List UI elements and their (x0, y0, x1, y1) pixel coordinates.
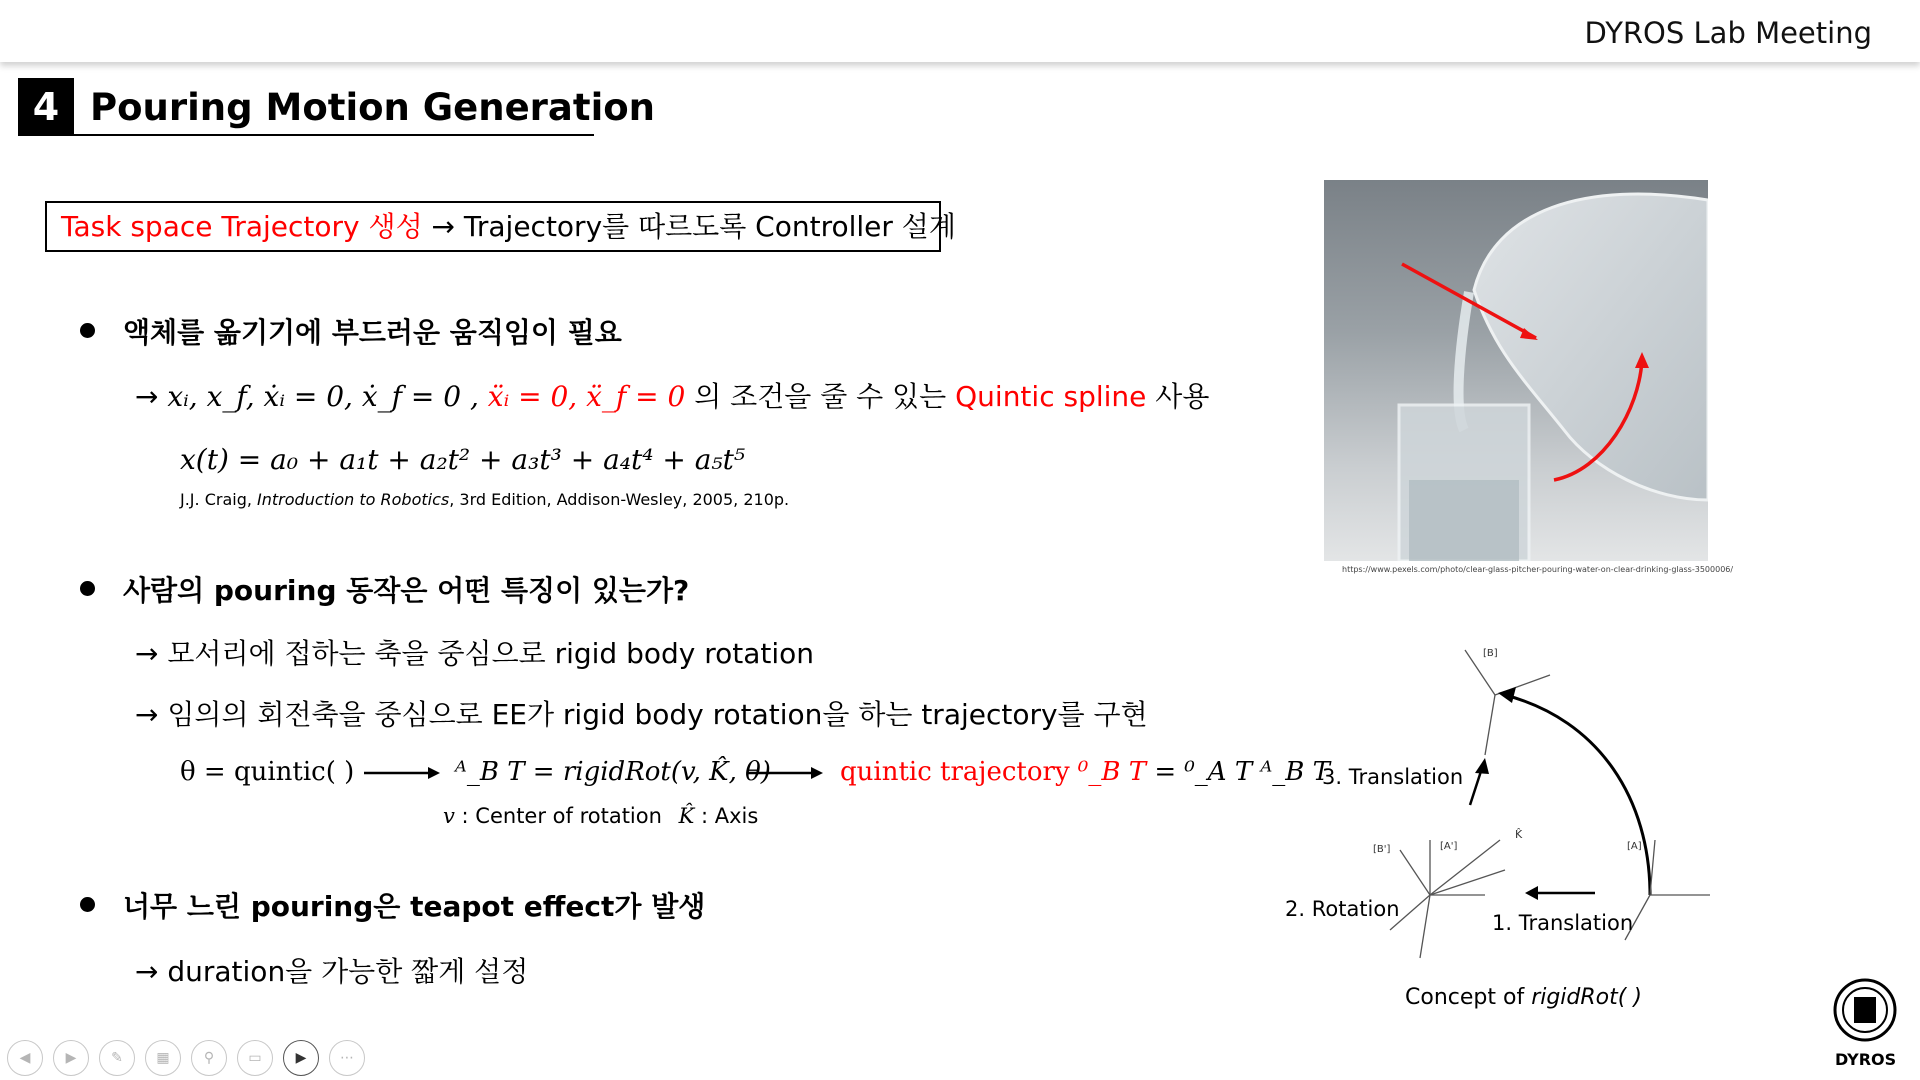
conditions-text: 의 조건을 줄 수 있는 (685, 380, 956, 413)
prev-icon[interactable]: ◀ (7, 1040, 43, 1076)
bullet-2-line-1: → 모서리에 접하는 축을 중심으로 rigid body rotation (135, 637, 815, 670)
formula-black-symbol: = ⁰_A T ᴬ_B T (1154, 757, 1330, 787)
formula-red-symbol: ⁰_B T (1077, 757, 1147, 787)
conditions-red: ẍᵢ = 0, ẍ_f = 0 (487, 380, 686, 413)
translation-3-label: 3. Translation (1322, 765, 1464, 789)
photo-url: https://www.pexels.com/photo/clear-glass-pitcher-pouring-water-on-clear-drinking-glass-3500006/ (1342, 565, 1734, 574)
formula-theta: θ = quintic( ) (180, 757, 355, 787)
bullet-1-line-1 (135, 375, 1209, 415)
frame-Ap-label: [A'] (1440, 841, 1458, 852)
pen-icon[interactable]: ✎ (99, 1040, 135, 1076)
legend-k-text: : Axis (694, 804, 759, 828)
pouring-photo (1324, 180, 1708, 561)
caption-text: Concept of (1405, 985, 1532, 1010)
pouring-photo-illustration (1324, 180, 1708, 561)
bullet-dot-1 (80, 323, 95, 338)
legend-v: v (443, 804, 455, 828)
diagram-caption (1405, 985, 1642, 1010)
legend-v-text: : Center of rotation (454, 804, 662, 828)
rotation-2-label: 2. Rotation (1285, 897, 1400, 921)
next-icon[interactable]: ▶ (53, 1040, 89, 1076)
task-box-red-text: Task space Trajectory 생성 (61, 210, 423, 243)
use-text: 사용 (1146, 380, 1210, 413)
bullet-3-title: 너무 느린 pouring은 teapot effect가 발생 (123, 890, 706, 923)
formula-red-text: quintic trajectory (840, 757, 1070, 787)
section-title: Pouring Motion Generation (90, 86, 656, 129)
frame-Bp-label: [B'] (1373, 844, 1391, 855)
formula-arrow-2 (745, 762, 825, 784)
bullet-1-title: 액체를 옮기기에 부드러운 움직임이 필요 (123, 316, 622, 349)
bullet-dot-3 (80, 897, 95, 912)
frame-A-label: [A] (1627, 841, 1642, 852)
citation-title: Introduction to Robotics (257, 490, 450, 509)
dyros-logo-text: DYROS (1835, 1050, 1897, 1069)
formula-legend (443, 804, 758, 828)
frame-K-label: K̂ (1515, 828, 1523, 841)
formula-result (840, 757, 1330, 787)
citation (180, 490, 789, 509)
quintic-spline-text: Quintic spline (955, 380, 1147, 413)
conditions-black: xᵢ, x_f, ẋᵢ = 0, ẋ_f = 0 , (167, 380, 479, 413)
arrow: → (135, 380, 159, 413)
translation-1-label: 1. Translation (1492, 911, 1634, 935)
more-icon[interactable]: ⋯ (329, 1040, 365, 1076)
zoom-icon[interactable]: ⚲ (191, 1040, 227, 1076)
citation-author: J.J. Craig, (180, 490, 258, 509)
formula-arrow-1 (362, 762, 442, 784)
dyros-logo-icon (1830, 975, 1900, 1045)
frame-B-label: [B] (1483, 648, 1498, 659)
task-box-text: → Trajectory를 따르도록 Controller 설계 (422, 210, 956, 243)
quintic-equation: x(t) = a₀ + a₁t + a₂t² + a₃t³ + a₄t⁴ + a₅t⁵ (180, 443, 746, 476)
legend-k: K̂ (678, 804, 695, 828)
bullet-dot-2 (80, 581, 95, 596)
caption-italic: rigidRot( ) (1531, 985, 1642, 1010)
bullet-3-line-1: → duration을 가능한 짧게 설정 (135, 955, 529, 988)
section-underline (74, 134, 594, 136)
header-title: DYROS Lab Meeting (1584, 16, 1872, 50)
bullet-2-title: 사람의 pouring 동작은 어떤 특징이 있는가? (123, 574, 690, 607)
subtitles-icon[interactable]: ▭ (237, 1040, 273, 1076)
bullet-2-line-2: → 임의의 회전축을 중심으로 EE가 rigid body rotation을 하는 trajectory를 구현 (135, 698, 1148, 731)
section-number: 4 (18, 78, 74, 136)
camera-icon[interactable]: ▶ (283, 1040, 319, 1076)
task-box (45, 201, 956, 252)
formula-rigidrot: ᴬ_B T = rigidRot(v, K̂, θ) (455, 757, 771, 787)
slides-icon[interactable]: ▦ (145, 1040, 181, 1076)
citation-details: , 3rd Edition, Addison-Wesley, 2005, 210p. (449, 490, 790, 509)
